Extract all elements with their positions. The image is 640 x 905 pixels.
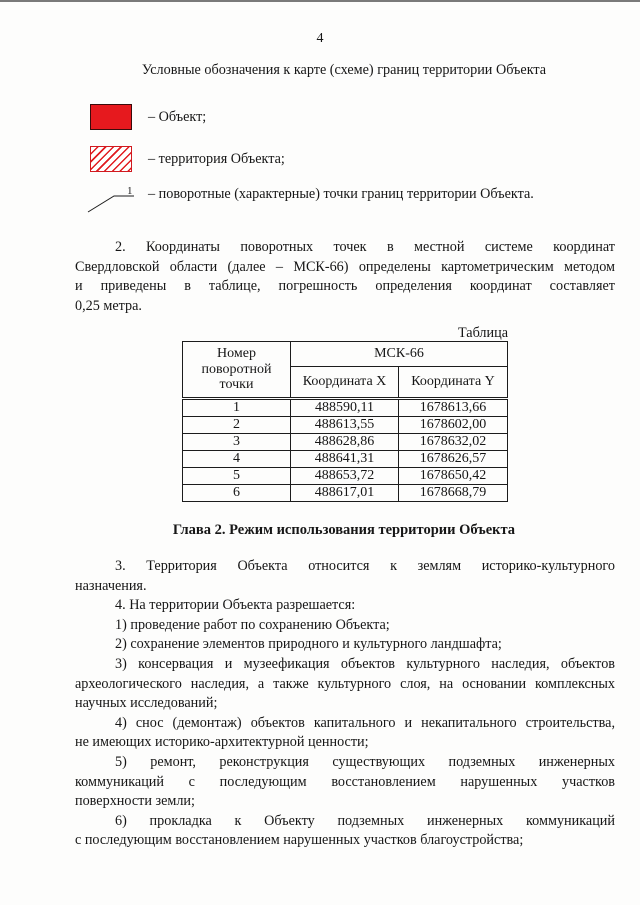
chapter-line: назначения. bbox=[75, 577, 147, 594]
table-row bbox=[183, 417, 508, 434]
page-number: 4 bbox=[316, 31, 324, 46]
section2-line-4: 0,25 метра. bbox=[75, 297, 142, 314]
chapter-line: 4. На территории Объекта разрешается: bbox=[115, 597, 356, 614]
point-number-cell: 6 bbox=[183, 485, 291, 502]
legend-label-points: – поворотные (характерные) точки границ территории Объекта. bbox=[148, 186, 534, 202]
coord-y-cell: 1678668,79 bbox=[399, 485, 508, 502]
header-coord-y: Координата Y bbox=[399, 367, 508, 399]
point-number-cell: 5 bbox=[183, 468, 291, 485]
header-point-number: Номер поворотной точки bbox=[183, 342, 291, 399]
header-coord-x: Координата X bbox=[291, 367, 399, 399]
turning-point-number: 1 bbox=[127, 185, 133, 197]
chapter-line: коммуникаций с последующим восстановлением нарушенных участков bbox=[75, 773, 615, 790]
legend-label-territory: – территория Объекта; bbox=[148, 151, 285, 167]
chapter-line: 4) снос (демонтаж) объектов капитального и некапитального строительства, bbox=[115, 714, 615, 731]
table-row bbox=[183, 468, 508, 485]
chapter-line: 3. Территория Объекта относится к землям историко-культурного bbox=[115, 558, 615, 574]
coord-x-cell: 488617,01 bbox=[291, 485, 399, 502]
chapter-line: 6) прокладка к Объекту подземных инженерных коммуникаций bbox=[115, 812, 615, 829]
object-swatch bbox=[90, 104, 132, 130]
header-msk66: МСК-66 bbox=[291, 342, 508, 367]
chapter-line: 1) проведение работ по сохранению Объекта; bbox=[115, 616, 390, 633]
section2-line-1: 2. Координаты поворотных точек в местной системе координат bbox=[115, 239, 615, 255]
point-number-cell: 3 bbox=[183, 434, 291, 451]
coord-x-cell: 488628,86 bbox=[291, 434, 399, 451]
chapter-line: с последующим восстановлением нарушенных участков благоустройства; bbox=[75, 832, 524, 849]
coord-y-cell: 1678626,57 bbox=[399, 451, 508, 468]
turning-point-symbol bbox=[86, 184, 138, 216]
section2-line-2: Свердловской области (далее – МСК-66) определены картометрическим методом bbox=[75, 258, 615, 275]
coord-x-cell: 488653,72 bbox=[291, 468, 399, 485]
coord-x-cell: 488590,11 bbox=[291, 399, 399, 417]
page-top-edge bbox=[0, 0, 640, 2]
legend-label-object: – Объект; bbox=[148, 109, 207, 125]
legend-title: Условные обозначения к карте (схеме) границ территории Объекта bbox=[141, 62, 547, 78]
chapter-line: 2) сохранение элементов природного и культурного ландшафта; bbox=[115, 636, 502, 653]
table-caption: Таблица bbox=[457, 325, 508, 341]
point-number-cell: 4 bbox=[183, 451, 291, 468]
coord-y-cell: 1678613,66 bbox=[399, 399, 508, 417]
coord-x-cell: 488613,55 bbox=[291, 417, 399, 434]
chapter-line: поверхности земли; bbox=[75, 793, 195, 810]
chapter-line: научных исследований; bbox=[75, 695, 218, 712]
chapter-title: Глава 2. Режим использования территории Объекта bbox=[172, 522, 516, 538]
chapter-line: не имеющих историко-архитектурной ценности; bbox=[75, 734, 369, 751]
territory-hatched-swatch bbox=[90, 146, 132, 172]
coord-y-cell: 1678632,02 bbox=[399, 434, 508, 451]
table-row bbox=[183, 399, 508, 417]
table-row bbox=[183, 485, 508, 502]
table-row bbox=[183, 451, 508, 468]
table-row bbox=[183, 434, 508, 451]
coord-y-cell: 1678650,42 bbox=[399, 468, 508, 485]
point-number-cell: 1 bbox=[183, 399, 291, 417]
point-number-cell: 2 bbox=[183, 417, 291, 434]
section2-line-3: и приведены в таблице, погрешность определения координат составляет bbox=[75, 278, 615, 294]
coord-y-cell: 1678602,00 bbox=[399, 417, 508, 434]
chapter-line: 3) консервация и музеефикация объектов культурного наследия, объектов bbox=[115, 656, 615, 672]
coordinates-table bbox=[182, 341, 508, 502]
chapter-line: 5) ремонт, реконструкция существующих подземных инженерных bbox=[115, 754, 615, 770]
coord-x-cell: 488641,31 bbox=[291, 451, 399, 468]
chapter-line: археологического наследия, а также культурного слоя, на основании комплексных bbox=[75, 675, 615, 692]
